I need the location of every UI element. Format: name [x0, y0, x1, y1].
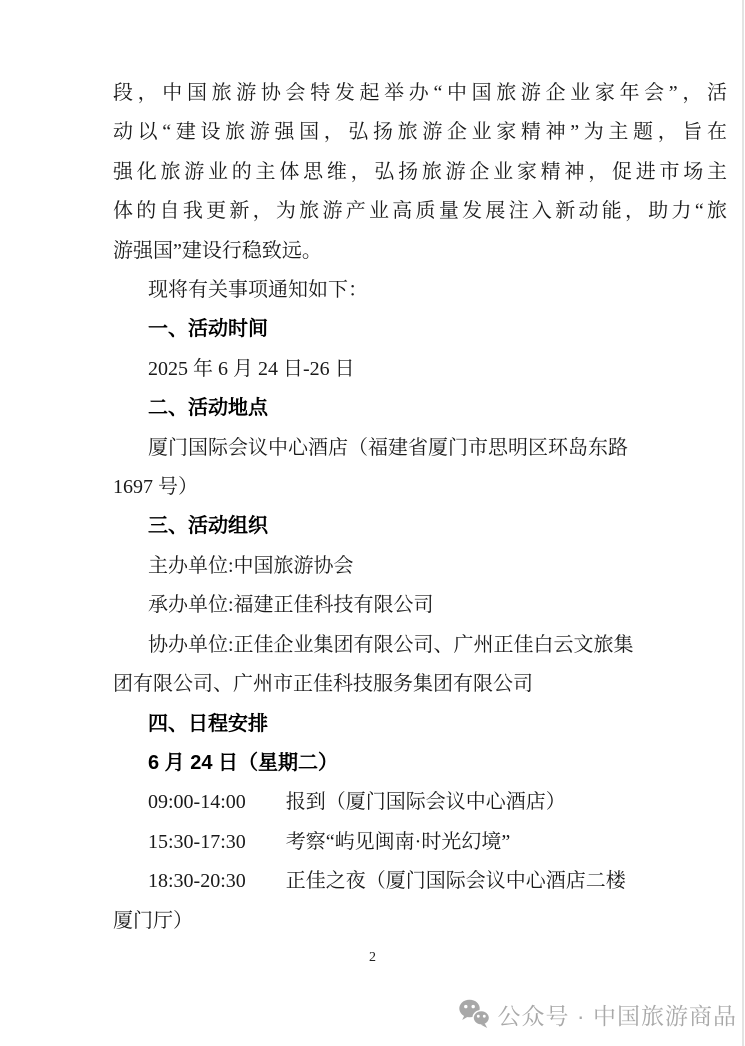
schedule-row — [113, 783, 727, 822]
page-number: 2 — [369, 950, 376, 965]
section-heading-3: 三、活动组织 — [148, 515, 268, 538]
doc-line: 游强国”建设行稳致远。 — [113, 239, 322, 262]
doc-line: 厦门国际会议中心酒店（福建省厦门市思明区环岛东路 — [148, 436, 628, 459]
document-body — [113, 74, 727, 941]
section-heading-2: 二、活动地点 — [148, 397, 268, 420]
doc-line: 团有限公司、广州市正佳科技服务集团有限公司 — [113, 673, 533, 696]
schedule-row — [113, 862, 727, 901]
doc-line: 主办单位:中国旅游协会 — [148, 554, 354, 577]
schedule-date-heading: 6 月 24 日（星期二） — [148, 751, 339, 774]
watermark-label: 公众号 · 中国旅游商品 — [497, 1002, 737, 1029]
doc-line: 厦门厅） — [113, 909, 193, 932]
schedule-activity: 正佳之夜（厦门国际会议中心酒店二楼 — [285, 870, 626, 893]
doc-line: 承办单位:福建正佳科技有限公司 — [148, 594, 434, 617]
doc-line: 强化旅游业的主体思维，弘扬旅游企业家精神，促进市场主 — [113, 160, 727, 183]
wechat-icon — [459, 999, 490, 1030]
schedule-row — [113, 823, 727, 862]
schedule-time: 18:30-20:30 — [148, 870, 246, 893]
doc-line: 段，中国旅游协会特发起举办“中国旅游企业家年会”，活 — [113, 82, 727, 104]
doc-line: 2025 年 6 月 24 日-26 日 — [148, 357, 355, 380]
doc-line: 现将有关事项通知如下： — [148, 279, 368, 302]
doc-line: 1697 号） — [113, 476, 198, 499]
schedule-time: 15:30-17:30 — [148, 830, 246, 853]
schedule-activity: 报到（厦门国际会议中心酒店） — [285, 791, 566, 814]
section-heading-1: 一、活动时间 — [148, 318, 268, 341]
watermark-footer — [459, 996, 737, 1032]
section-heading-4: 四、日程安排 — [148, 712, 268, 735]
doc-line: 体的自我更新，为旅游产业高质量发展注入新动能，助力“旅 — [113, 200, 727, 223]
doc-line: 动以“建设旅游强国，弘扬旅游企业家精神”为主题，旨在 — [113, 121, 727, 144]
schedule-time: 09:00-14:00 — [148, 791, 246, 814]
page-right-edge — [742, 0, 744, 1046]
doc-line: 协办单位:正佳企业集团有限公司、广州正佳白云文旅集 — [148, 633, 634, 656]
schedule-activity: 考察“屿见闽南·时光幻境” — [285, 830, 511, 853]
